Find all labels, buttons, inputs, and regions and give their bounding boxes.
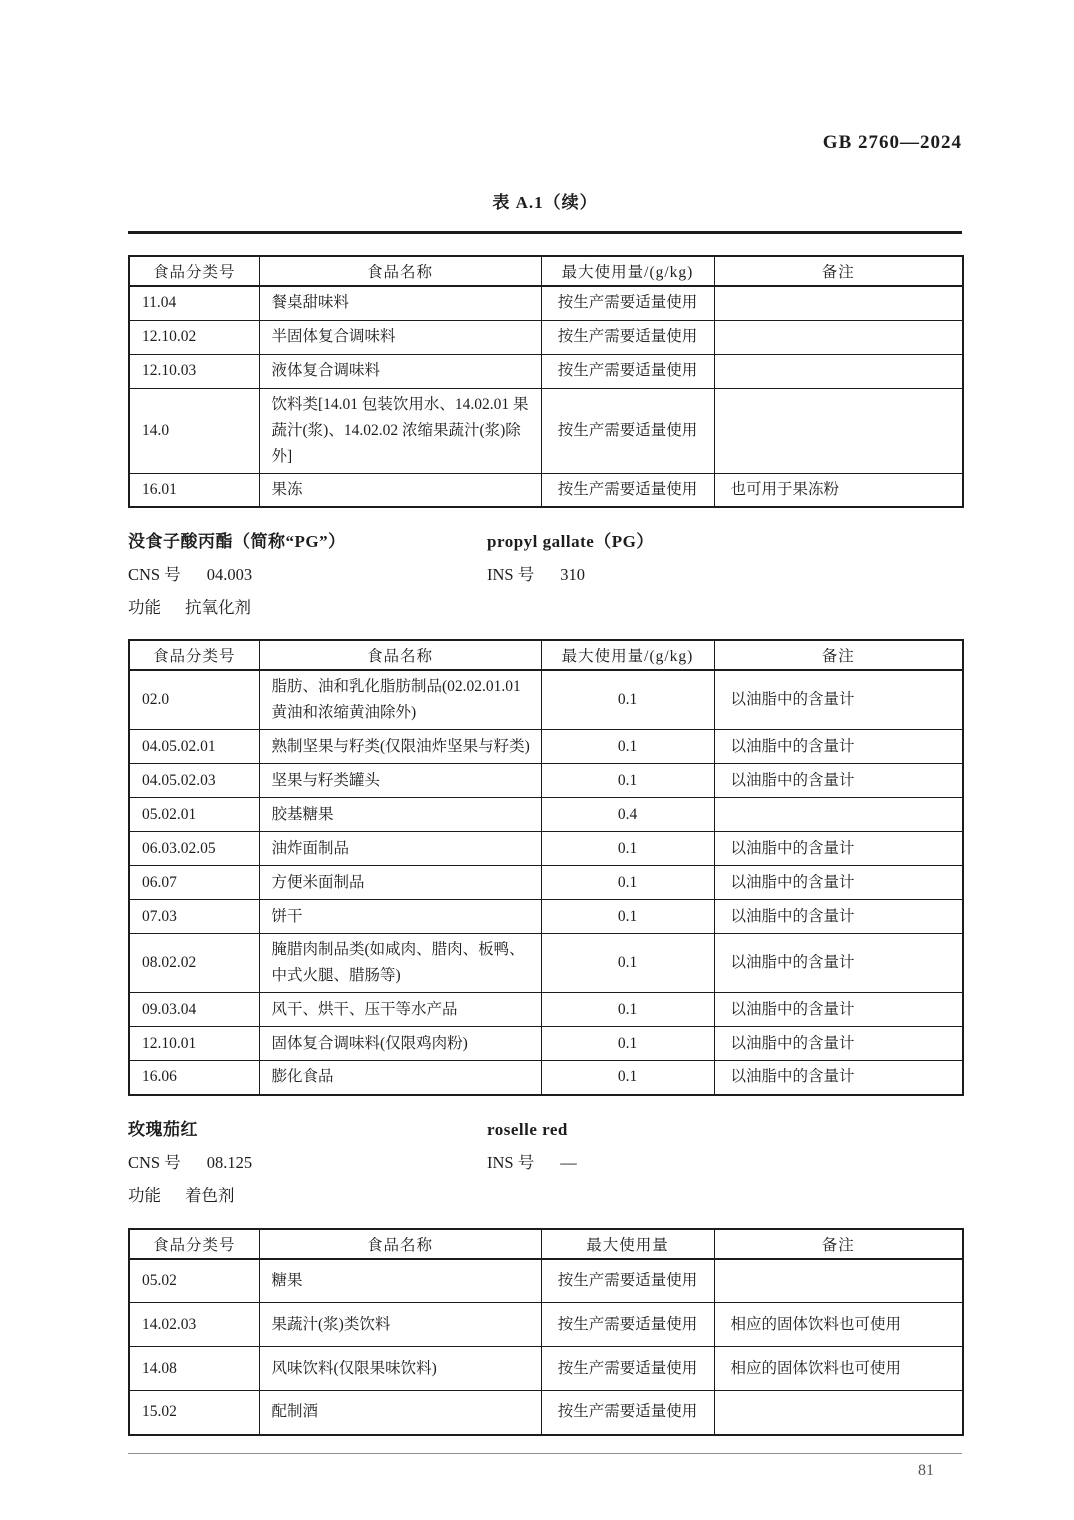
- table-cell: 以油脂中的含量计: [714, 900, 963, 934]
- ins-value: —: [560, 1152, 577, 1172]
- table-row: [129, 764, 963, 798]
- table-row: [129, 1391, 963, 1435]
- footer-rule: [128, 1453, 962, 1454]
- column-header: 食品名称: [259, 256, 541, 286]
- column-header: 备注: [714, 640, 963, 670]
- table-header-row: [129, 1229, 963, 1259]
- table-cell: 0.1: [541, 730, 714, 764]
- table-cell: 14.02.03: [129, 1303, 259, 1347]
- table-row: [129, 354, 963, 388]
- function-value: 着色剂: [185, 1185, 235, 1205]
- column-header: 最大使用量: [541, 1229, 714, 1259]
- column-header: 食品名称: [259, 1229, 541, 1259]
- table-cell: 08.02.02: [129, 934, 259, 993]
- function-label: 功能: [128, 598, 161, 617]
- table-cell: 02.0: [129, 670, 259, 730]
- additive-name-en: roselle red: [487, 1119, 568, 1139]
- table-cell: 餐桌甜味料: [259, 286, 541, 320]
- table-row: [129, 866, 963, 900]
- table-cell: [714, 286, 963, 320]
- table-cell: 果蔬汁(浆)类饮料: [259, 1303, 541, 1347]
- table-cell: 0.4: [541, 798, 714, 832]
- table-cell: 以油脂中的含量计: [714, 832, 963, 866]
- title-rule: [128, 231, 962, 234]
- table-cell: 按生产需要适量使用: [541, 1259, 714, 1303]
- table-row: [129, 1347, 963, 1391]
- additive-name-row: [128, 1115, 962, 1140]
- table-row: [129, 1061, 963, 1095]
- table-cell: [714, 388, 963, 473]
- table-cell: 配制酒: [259, 1391, 541, 1435]
- additive-id-row: [128, 1149, 962, 1173]
- table-cell: 07.03: [129, 900, 259, 934]
- column-header: 备注: [714, 1229, 963, 1259]
- table-cell: 按生产需要适量使用: [541, 388, 714, 473]
- table-row: [129, 798, 963, 832]
- ins-entry: [487, 561, 585, 585]
- ins-entry: [487, 1149, 577, 1173]
- column-header: 食品分类号: [129, 1229, 259, 1259]
- table-cell: 0.1: [541, 866, 714, 900]
- table-row: [129, 934, 963, 993]
- table-title: 表 A.1（续）: [492, 193, 598, 212]
- table-header-row: [129, 256, 963, 286]
- table-cell: 以油脂中的含量计: [714, 764, 963, 798]
- cns-entry: [128, 561, 487, 585]
- table-cell: 固体复合调味料(仅限鸡肉粉): [259, 1027, 541, 1061]
- food-additive-table-roselle-red: [128, 1228, 964, 1436]
- table-cell: [714, 1259, 963, 1303]
- additive-id-row: [128, 561, 962, 585]
- column-header: 食品名称: [259, 640, 541, 670]
- table-cell: 0.1: [541, 993, 714, 1027]
- table-row: [129, 286, 963, 320]
- table-cell: 相应的固体饮料也可使用: [714, 1347, 963, 1391]
- cns-value: 08.125: [206, 1152, 253, 1172]
- cns-entry: [128, 1149, 487, 1173]
- table-cell: 0.1: [541, 670, 714, 730]
- table-cell: 风干、烘干、压干等水产品: [259, 993, 541, 1027]
- cns-value: 04.003: [206, 565, 253, 584]
- additive-name-en: propyl gallate（PG）: [487, 532, 654, 551]
- table-row: [129, 670, 963, 730]
- table-cell: 以油脂中的含量计: [714, 993, 963, 1027]
- table-row: [129, 730, 963, 764]
- additive-function-row: [128, 1182, 962, 1206]
- table-cell: 按生产需要适量使用: [541, 1303, 714, 1347]
- table-cell: 半固体复合调味料: [259, 320, 541, 354]
- table-cell: 以油脂中的含量计: [714, 730, 963, 764]
- cns-label: CNS 号: [128, 565, 181, 584]
- table-cell: 饮料类[14.01 包装饮用水、14.02.01 果蔬汁(浆)、14.02.02 浓缩果蔬汁(浆)除外]: [259, 388, 541, 473]
- table-row: [129, 832, 963, 866]
- table-cell: 按生产需要适量使用: [541, 473, 714, 507]
- additive-name-cn: 玫瑰茄红: [128, 1119, 198, 1139]
- table-cell: 0.1: [541, 1027, 714, 1061]
- table-cell: 12.10.03: [129, 354, 259, 388]
- table-cell: 0.1: [541, 832, 714, 866]
- additive-section-propyl-gallate: [128, 527, 962, 618]
- table-cell: 果冻: [259, 473, 541, 507]
- function-label: 功能: [128, 1185, 161, 1205]
- additive-name-cn: 没食子酸丙酯（简称“PG”）: [128, 532, 346, 551]
- table-cell: 16.01: [129, 473, 259, 507]
- function-value: 抗氧化剂: [185, 598, 251, 617]
- table-row: [129, 1303, 963, 1347]
- table-row: [129, 473, 963, 507]
- table-cell: 按生产需要适量使用: [541, 286, 714, 320]
- table-cell: 熟制坚果与籽类(仅限油炸坚果与籽类): [259, 730, 541, 764]
- table-cell: 0.1: [541, 934, 714, 993]
- table-cell: 12.10.02: [129, 320, 259, 354]
- table-cell: 糖果: [259, 1259, 541, 1303]
- ins-label: INS 号: [487, 1152, 535, 1172]
- column-header: 最大使用量/(g/kg): [541, 256, 714, 286]
- table-cell: 15.02: [129, 1391, 259, 1435]
- page-content: [128, 0, 962, 1480]
- ins-label: INS 号: [487, 565, 535, 584]
- table-cell: 油炸面制品: [259, 832, 541, 866]
- table-cell: 14.08: [129, 1347, 259, 1391]
- table-cell: 以油脂中的含量计: [714, 934, 963, 993]
- table-cell: 16.06: [129, 1061, 259, 1095]
- function-entry: [128, 594, 251, 618]
- table-cell: 按生产需要适量使用: [541, 1347, 714, 1391]
- table-cell: 09.03.04: [129, 993, 259, 1027]
- page-number: 81: [918, 1461, 934, 1479]
- table-cell: 脂肪、油和乳化脂肪制品(02.02.01.01 黄油和浓缩黄油除外): [259, 670, 541, 730]
- table-cell: 按生产需要适量使用: [541, 354, 714, 388]
- table-cell: [714, 320, 963, 354]
- additive-section-roselle-red: [128, 1115, 962, 1206]
- table-cell: 04.05.02.03: [129, 764, 259, 798]
- table-cell: 按生产需要适量使用: [541, 320, 714, 354]
- table-cell: 0.1: [541, 900, 714, 934]
- table-cell: 以油脂中的含量计: [714, 1061, 963, 1095]
- column-header: 最大使用量/(g/kg): [541, 640, 714, 670]
- table-cell: [714, 798, 963, 832]
- doc-number: GB 2760—2024: [822, 132, 962, 153]
- function-entry: [128, 1182, 235, 1206]
- ins-value: 310: [560, 565, 585, 584]
- column-header: 食品分类号: [129, 256, 259, 286]
- table-cell: 按生产需要适量使用: [541, 1391, 714, 1435]
- table-cell: 06.07: [129, 866, 259, 900]
- column-header: 备注: [714, 256, 963, 286]
- table-cell: [714, 1391, 963, 1435]
- table-cell: 坚果与籽类罐头: [259, 764, 541, 798]
- table-cell: 腌腊肉制品类(如咸肉、腊肉、板鸭、中式火腿、腊肠等): [259, 934, 541, 993]
- table-row: [129, 320, 963, 354]
- table-cell: 05.02: [129, 1259, 259, 1303]
- table-cell: 0.1: [541, 1061, 714, 1095]
- table-cell: 胶基糖果: [259, 798, 541, 832]
- table-cell: 膨化食品: [259, 1061, 541, 1095]
- table-cell: 风味饮料(仅限果味饮料): [259, 1347, 541, 1391]
- table-cell: 12.10.01: [129, 1027, 259, 1061]
- table-row: [129, 1259, 963, 1303]
- food-additive-table-propyl-gallate: [128, 639, 964, 1096]
- food-additive-table-sweetener-continued: [128, 255, 964, 508]
- table-cell: 以油脂中的含量计: [714, 866, 963, 900]
- table-cell: 饼干: [259, 900, 541, 934]
- table-cell: 相应的固体饮料也可使用: [714, 1303, 963, 1347]
- table-cell: 液体复合调味料: [259, 354, 541, 388]
- table-row: [129, 993, 963, 1027]
- table-header-row: [129, 640, 963, 670]
- table-cell: 14.0: [129, 388, 259, 473]
- table-cell: 以油脂中的含量计: [714, 1027, 963, 1061]
- table-cell: 0.1: [541, 764, 714, 798]
- table-row: [129, 1027, 963, 1061]
- table-cell: 11.04: [129, 286, 259, 320]
- additive-function-row: [128, 594, 962, 618]
- table-cell: 以油脂中的含量计: [714, 670, 963, 730]
- table-cell: 04.05.02.01: [129, 730, 259, 764]
- table-cell: 也可用于果冻粉: [714, 473, 963, 507]
- column-header: 食品分类号: [129, 640, 259, 670]
- table-cell: [714, 354, 963, 388]
- cns-label: CNS 号: [128, 1152, 181, 1172]
- table-row: [129, 900, 963, 934]
- table-cell: 06.03.02.05: [129, 832, 259, 866]
- table-row: [129, 388, 963, 473]
- table-cell: 05.02.01: [129, 798, 259, 832]
- table-cell: 方便米面制品: [259, 866, 541, 900]
- additive-name-row: [128, 527, 962, 552]
